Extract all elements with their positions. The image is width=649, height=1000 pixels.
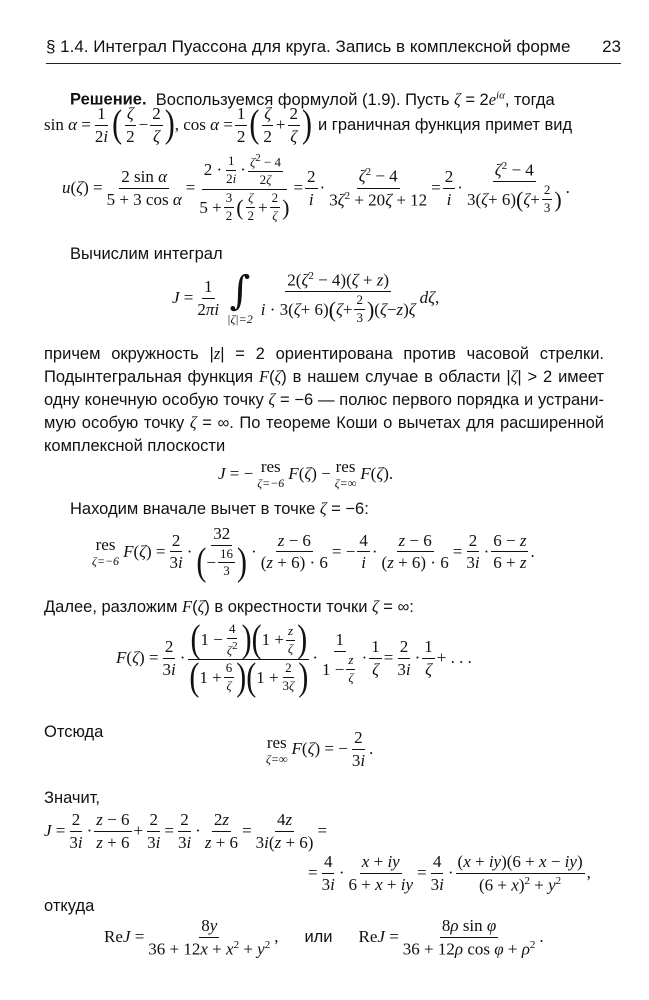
circle-label: |ζ|=2 [227, 312, 253, 327]
res-label: res [260, 457, 281, 476]
sin-cos-formulas: sin α = $\frac{1}{2i}$ ( ζ 2 − $\frac{2}{\zeta}$ ) , cos α = $\frac{1}{2}$ ( ζ 2 + $\frac{2}{\zeta}$ ) и граничная функция примет вид [44, 102, 573, 146]
compute-line: Вычислим интеграл [70, 245, 223, 263]
para-line-2: Подынтегральная функция F(ζ) в нашем случае в области |ζ| > 2 имеет [44, 367, 604, 386]
running-header [46, 37, 621, 64]
section-title: § 1.4. Интеграл Пуассона для круга. Запись в комплексной форме [46, 37, 571, 56]
whence-line: откуда [44, 897, 95, 915]
cauchy-residue: J = − res ζ=−6 F ( ζ ) − res ζ=∞ F ( ζ ). [218, 457, 394, 490]
further-line: Далее, разложим F(ζ) в окрестности точки ζ = ∞: [44, 597, 414, 616]
line2-text: и граничная функция примет вид [318, 115, 573, 134]
res-label-2: res [335, 457, 356, 476]
u-equation: u ( ζ ) = $\frac{\text{2 sin α}}{\text{5 + 3 cos α}}$ = 2 · 1 2i · $\zeta^2 - 4$ 2ζ 5 + 3 2 ( ζ 2 + 2 ζ ) = $\frac{2}{i}$ · $\frac{\zeta^2 - 4}{3\zeta^2 + 20\zeta + 12}$ = $\frac{2}{i}$ · $\zeta^2 - 4$ 3( ζ + 6) ( ζ + 2 3 ) . [62, 152, 570, 224]
integral-J: J = $\frac{1}{2\pi i}$ ∫ |ζ|=2 $2(\zeta^2 - 4)(\zeta + z)$ i · 3( ζ + 6) ( ζ + 2 3 ) ( ζ − z ) ζ dζ , [172, 268, 440, 327]
thus-line: Значит, [44, 789, 101, 807]
J-result-1: J = 2 3i · z − 6 z + 6 + 2 3i = 2 3i · 2z z + 6 = 4z 3i(z + 6) = [44, 810, 328, 852]
page-number: 23 [602, 37, 621, 56]
para-line-1: причем окружность |z| = 2 ориентирована против часовой стрелки. [44, 344, 605, 363]
J-result-2: = 4 3i · x + iy 6 + x + iy = 4 3i · (x + iy)(6 + x − iy) $(6 + x)^2 + y^2$ , [308, 852, 591, 895]
solution-intro: Воспользуемся формулой (1.9). Пусть $\zeta = 2e^{i\alpha}$, тогда [151, 89, 555, 109]
res-sub-inf: ζ=∞ [334, 476, 357, 490]
find-line: Находим вначале вычет в точке ζ = −6: [70, 499, 369, 518]
residue-infinity: res ζ=∞ F ( ζ ) = − 2 3i . [266, 728, 374, 770]
para-line-4: мую особую точку ζ = ∞. По теореме Коши о вычетах для расширенной [44, 413, 604, 432]
res-sub-m6: ζ=−6 [257, 476, 285, 490]
para-line-5: комплексной плоскости [44, 437, 226, 455]
or-word: или [304, 927, 333, 946]
re-J: Re J = 8y $36 + 12x + x^2 + y^2$ , или Re J = 8ρ sin φ 36 + 12ρ $\cos \varphi + \rho^2$ . [104, 916, 544, 959]
laurent-expansion: F ( ζ ) = 2 3i · ( 1 − 4 $\zeta^2$ ) ( 1 + z ζ ) ( 1 + 6 ζ ) ( 1 + 2 3ζ ) · 1 1 − z ζ · 1 ζ = 2 3i · 1 ζ + . . . [116, 617, 472, 699]
para-line-3: одну конечную особую точку ζ = −6 — полюс первого порядка и устрани- [44, 390, 604, 409]
solution-label: Решение. [70, 90, 147, 109]
residue-minus6: res ζ=−6 F ( ζ ) = 2 3i · 32 ( − 16 3 ) · z − 6 (z + 6) · 6 = − 4 i · z − 6 (z + 6) · 6 = 2 3i · 6 − z 6 + z . [92, 524, 535, 584]
hence-line: Отсюда [44, 723, 104, 741]
